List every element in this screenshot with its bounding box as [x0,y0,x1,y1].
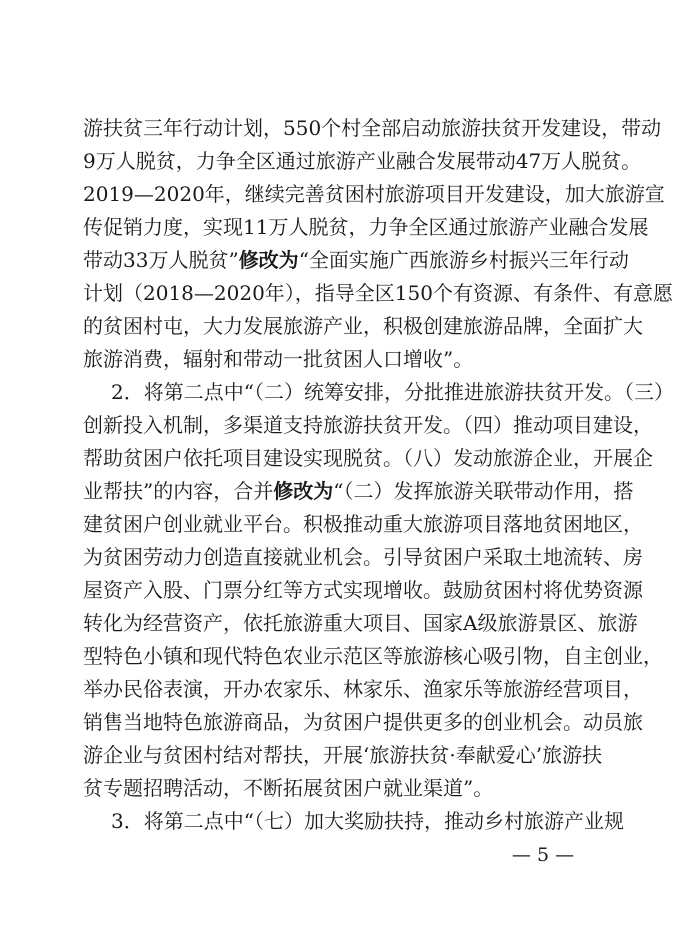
text-line-15: 屋资产入股、门票分红等方式实现增收。鼓励贫困村将优势资源 [83,578,643,602]
text-line-2: 9万人脱贫，力争全区通过旅游产业融合发展带动47万人脱贫。 [83,149,642,173]
text-line-11: 帮助贫困户依托项目建设实现脱贫。（八）发动旅游企业，开展企 [83,446,653,470]
text-line-1: 游扶贫三年行动计划，550个村全部启动旅游扶贫开发建设，带动 [83,116,662,140]
text-line-8: 旅游消费，辐射和带动一批贫困人口增收”。 [83,347,474,371]
text-line-5 [83,246,629,274]
amendment-keyword: 修改为 [238,248,299,272]
text-line-5-before: 带动33万人脱贫” [83,248,239,272]
text-line-13: 建贫困户创业就业平台。积极推动重大旅游项目落地贫困地区， [83,512,643,536]
text-line-22: 3．将第二点中“（七）加大奖励扶持，推动乡村旅游产业规 [111,809,624,833]
page-number: — 5 — [511,844,575,866]
text-line-3: 2019—2020年，继续完善贫困村旅游项目开发建设，加大旅游宣 [83,182,665,206]
text-line-4: 传促销力度，实现11万人脱贫，力争全区通过旅游产业融合发展 [83,215,649,239]
text-line-7: 的贫困村屯，大力发展旅游产业，积极创建旅游品牌，全面扩大 [83,314,643,338]
text-line-12 [83,477,634,505]
text-line-5-after: “全面实施广西旅游乡村振兴三年行动 [298,248,629,272]
text-line-16: 转化为经营资产，依托旅游重大项目、国家A级旅游景区、旅游 [83,611,638,635]
text-line-17: 型特色小镇和现代特色农业示范区等旅游核心吸引物，自主创业， [83,644,663,668]
text-line-9: 2．将第二点中“（二）统筹安排，分批推进旅游扶贫开发。（三） [111,380,674,404]
amendment-keyword: 修改为 [273,479,334,503]
text-line-6: 计划（2018—2020年），指导全区150个有资源、有条件、有意愿 [83,281,673,305]
text-line-12-after: “（二）发挥旅游关联带动作用，搭 [333,479,634,503]
text-line-21: 贫专题招聘活动，不断拓展贫困户就业渠道”。 [83,776,494,800]
text-line-12-before: 业帮扶”的内容，合并 [83,479,274,503]
text-line-19: 销售当地特色旅游商品，为贫困户提供更多的创业机会。动员旅 [83,710,643,734]
text-line-10: 创新投入机制，多渠道支持旅游扶贫开发。（四）推动项目建设， [83,413,653,437]
text-line-20: 游企业与贫困村结对帮扶，开展‘旅游扶贫·奉献爱心’旅游扶 [83,743,603,767]
text-line-14: 为贫困劳动力创造直接就业机会。引导贫困户采取土地流转、房 [83,545,643,569]
text-line-18: 举办民俗表演，开办农家乐、林家乐、渔家乐等旅游经营项目， [83,677,643,701]
